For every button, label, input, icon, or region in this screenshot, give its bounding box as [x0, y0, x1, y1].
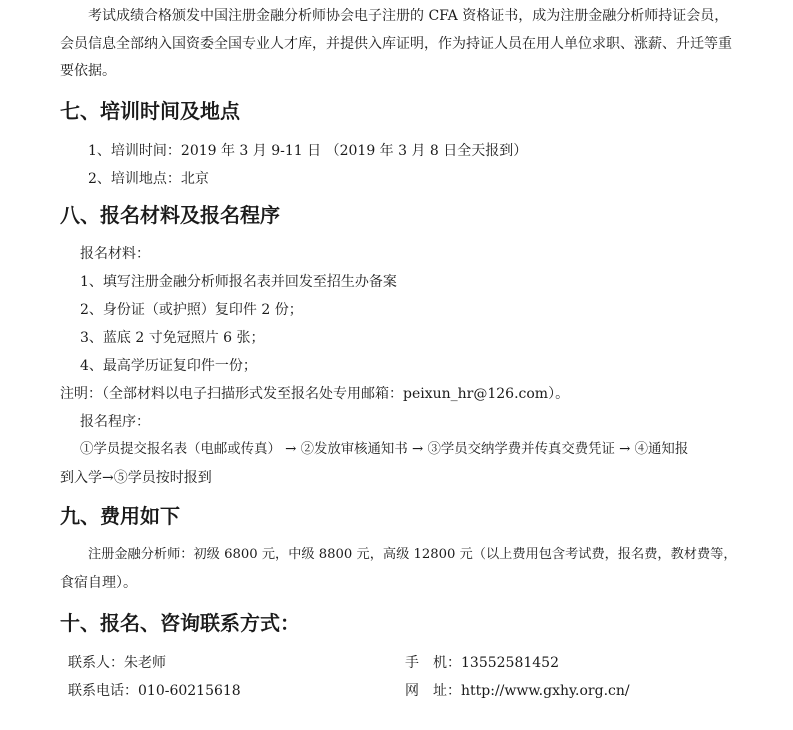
- contact-person: 联系人：朱老师: [68, 655, 166, 671]
- section-7-heading: 七、培训时间及地点: [60, 99, 240, 123]
- contact-website: 网 址：http://www.gxhy.org.cn/: [405, 683, 630, 699]
- contact-mobile: 手 机：13552581452: [405, 655, 559, 671]
- intro-paragraph: 考试成绩合格颁发中国注册金融分析师协会电子注册的 CFA 资格证书，成为注册金融分析师持证会员，会员信息全部纳入国资委全国专业人才库，并提供入库证明，作为持证人员在用人单位求职、涨薪、升迁等重要依据。: [60, 8, 732, 79]
- section-8-heading: 八、报名材料及报名程序: [60, 203, 280, 227]
- procedure-steps-line-2: 到入学→⑤学员按时报到: [60, 470, 212, 486]
- procedure-steps-line-1: ①学员提交报名表（电邮或传真） → ②发放审核通知书 → ③学员交纳学费并传真交费凭证 → ④通知报: [80, 442, 689, 457]
- materials-note: 注明：（全部材料以电子扫描形式发至报名处专用邮箱：peixun_hr@126.com）。: [60, 386, 570, 402]
- fees-line-1: 注册金融分析师：初级 6800 元，中级 8800 元，高级 12800 元（以上费用包含考试费，报名费，教材费等，: [88, 547, 737, 562]
- section-10-heading: 十、报名、咨询联系方式：: [60, 611, 300, 635]
- contact-phone: 联系电话：010-60215618: [68, 683, 241, 699]
- section-9-heading: 九、费用如下: [60, 504, 180, 528]
- training-place: 2、培训地点：北京: [88, 171, 209, 187]
- material-item-1: 1、填写注册金融分析师报名表并回发至招生办备案: [80, 274, 397, 290]
- materials-title: 报名材料：: [80, 246, 150, 262]
- material-item-4: 4、最高学历证复印件一份；: [80, 358, 257, 374]
- procedure-title: 报名程序：: [80, 414, 150, 430]
- fees-line-2: 食宿自理）。: [60, 575, 137, 591]
- training-time: 1、培训时间：2019 年 3 月 9-11 日 （2019 年 3 月 8 日全天报到）: [88, 143, 528, 159]
- material-item-2: 2、身份证（或护照）复印件 2 份；: [80, 302, 303, 318]
- material-item-3: 3、蓝底 2 寸免冠照片 6 张；: [80, 330, 265, 346]
